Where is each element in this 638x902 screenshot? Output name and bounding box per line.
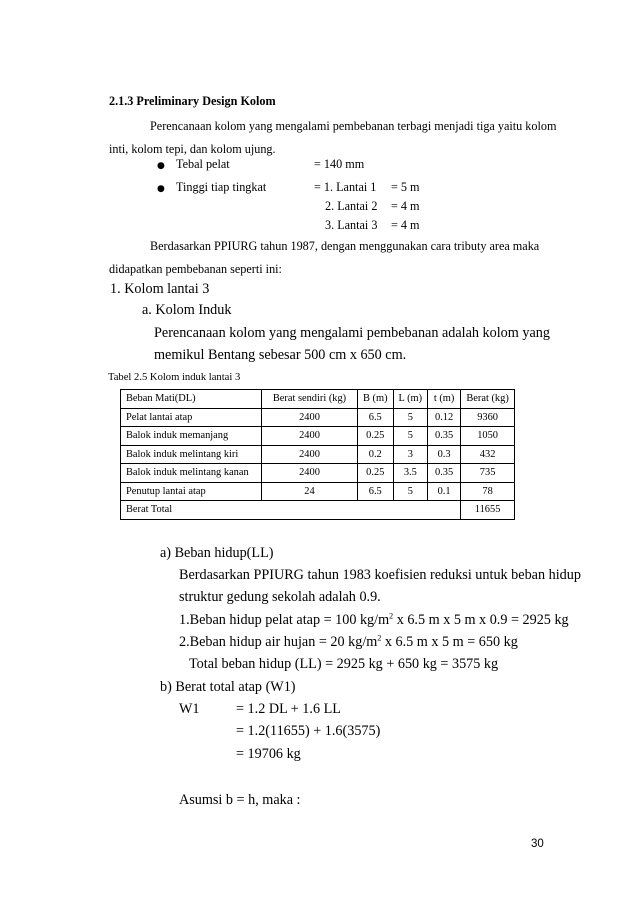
- table-cell: 2400: [262, 408, 358, 427]
- table-cell: 6.5: [358, 408, 394, 427]
- table-cell: 0.35: [428, 464, 461, 483]
- floor-value: = 4 m: [391, 199, 420, 213]
- page-number: 30: [531, 838, 544, 850]
- live-load-line-2: struktur gedung sekolah adalah 0.9.: [179, 589, 381, 605]
- table-cell: 0.12: [428, 408, 461, 427]
- table-cell: 24: [262, 482, 358, 501]
- table-row: [121, 464, 515, 483]
- bullet-value: = 1. Lantai 1: [314, 180, 377, 194]
- live-load-calc-1: [179, 612, 569, 629]
- table-row: [121, 408, 515, 427]
- table-cell: 5: [393, 482, 428, 501]
- floor-label: 2. Lantai 2: [325, 199, 378, 213]
- header-cell: L (m): [393, 390, 428, 409]
- table-total-row: [121, 501, 515, 520]
- table-cell: 6.5: [358, 482, 394, 501]
- table-caption: Tabel 2.5 Kolom induk lantai 3: [108, 372, 241, 383]
- table-cell: 0.3: [428, 445, 461, 464]
- item-1a-heading: a. Kolom Induk: [142, 302, 232, 318]
- header-cell: Berat (kg): [461, 390, 515, 409]
- calc-2-post: x 6.5 m x 5 m = 650 kg: [381, 634, 518, 650]
- floor-value: = 4 m: [391, 218, 420, 232]
- table-row: [121, 427, 515, 446]
- calc-2-pre: 2.Beban hidup air hujan = 20 kg/m: [179, 634, 378, 650]
- roof-weight-eq-3: = 19706 kg: [236, 746, 301, 762]
- floor-label: 3. Lantai 3: [325, 218, 378, 232]
- table-cell: Balok induk melintang kanan: [121, 464, 262, 483]
- total-label: Berat Total: [121, 501, 461, 520]
- table-cell: 0.25: [358, 464, 394, 483]
- table-row: [121, 445, 515, 464]
- table-cell: 432: [461, 445, 515, 464]
- table-cell: Penutup lantai atap: [121, 482, 262, 501]
- live-load-calc-2: [179, 634, 518, 651]
- table-cell: 3.5: [393, 464, 428, 483]
- table-cell: 78: [461, 482, 515, 501]
- bullet-label: Tebal pelat: [176, 157, 230, 171]
- live-load-total: Total beban hidup (LL) = 2925 kg + 650 kg = 3575 kg: [189, 656, 499, 672]
- intro-line-1: Perencanaan kolom yang mengalami pembebanan terbagi menjadi tiga yaitu kolom: [150, 119, 557, 133]
- total-value: 11655: [461, 501, 515, 520]
- item-1a-desc-2: memikul Bentang sebesar 500 cm x 650 cm.: [154, 347, 407, 363]
- table-cell: 2400: [262, 445, 358, 464]
- header-cell: B (m): [358, 390, 394, 409]
- intro-line-2: inti, kolom tepi, dan kolom ujung.: [109, 142, 276, 156]
- roof-weight-var: W1: [179, 701, 200, 717]
- table-cell: 735: [461, 464, 515, 483]
- table-cell: 5: [393, 427, 428, 446]
- table-cell: 5: [393, 408, 428, 427]
- header-cell: Beban Mati(DL): [121, 390, 262, 409]
- bullet-value-2: = 5 m: [391, 180, 420, 194]
- header-cell: Berat sendiri (kg): [262, 390, 358, 409]
- table-cell: Balok induk melintang kiri: [121, 445, 262, 464]
- item-1-heading: 1. Kolom lantai 3: [110, 281, 210, 297]
- table-row: [121, 482, 515, 501]
- bullet-icon: ●: [157, 161, 165, 171]
- table-cell: 0.2: [358, 445, 394, 464]
- ppiurg-line-1: Berdasarkan PPIURG tahun 1987, dengan menggunakan cara tributy area maka: [150, 239, 540, 253]
- live-load-line-1: Berdasarkan PPIURG tahun 1983 koefisien reduksi untuk beban hidup: [179, 567, 581, 583]
- table-cell: 1050: [461, 427, 515, 446]
- roof-weight-heading: b) Berat total atap (W1): [160, 679, 296, 695]
- table-header-row: [121, 390, 515, 409]
- item-1a-desc-1: Perencanaan kolom yang mengalami pembebanan adalah kolom yang: [154, 325, 550, 341]
- bullet-label: Tinggi tiap tingkat: [176, 180, 267, 194]
- live-load-heading: a) Beban hidup(LL): [160, 545, 274, 561]
- table-cell: 9360: [461, 408, 515, 427]
- calc-1-sup: 2: [389, 611, 394, 621]
- table-cell: 0.35: [428, 427, 461, 446]
- roof-weight-eq-1: = 1.2 DL + 1.6 LL: [236, 701, 341, 717]
- table-cell: 2400: [262, 464, 358, 483]
- ppiurg-line-2: didapatkan pembebanan seperti ini:: [109, 262, 282, 276]
- calc-1-post: x 6.5 m x 5 m x 0.9 = 2925 kg: [393, 612, 569, 628]
- section-heading: 2.1.3 Preliminary Design Kolom: [109, 94, 276, 108]
- table-cell: Pelat lantai atap: [121, 408, 262, 427]
- table-cell: 3: [393, 445, 428, 464]
- calc-1-pre: 1.Beban hidup pelat atap = 100 kg/m: [179, 612, 390, 628]
- bullet-value: = 140 mm: [314, 157, 365, 171]
- header-cell: t (m): [428, 390, 461, 409]
- assumption-line: Asumsi b = h, maka :: [179, 792, 301, 808]
- table-cell: 2400: [262, 427, 358, 446]
- table-cell: Balok induk memanjang: [121, 427, 262, 446]
- bullet-icon: ●: [157, 184, 165, 194]
- table-cell: 0.25: [358, 427, 394, 446]
- dead-load-table: [120, 389, 515, 520]
- table-cell: 0.1: [428, 482, 461, 501]
- roof-weight-eq-2: = 1.2(11655) + 1.6(3575): [236, 723, 381, 739]
- calc-2-sup: 2: [377, 633, 382, 643]
